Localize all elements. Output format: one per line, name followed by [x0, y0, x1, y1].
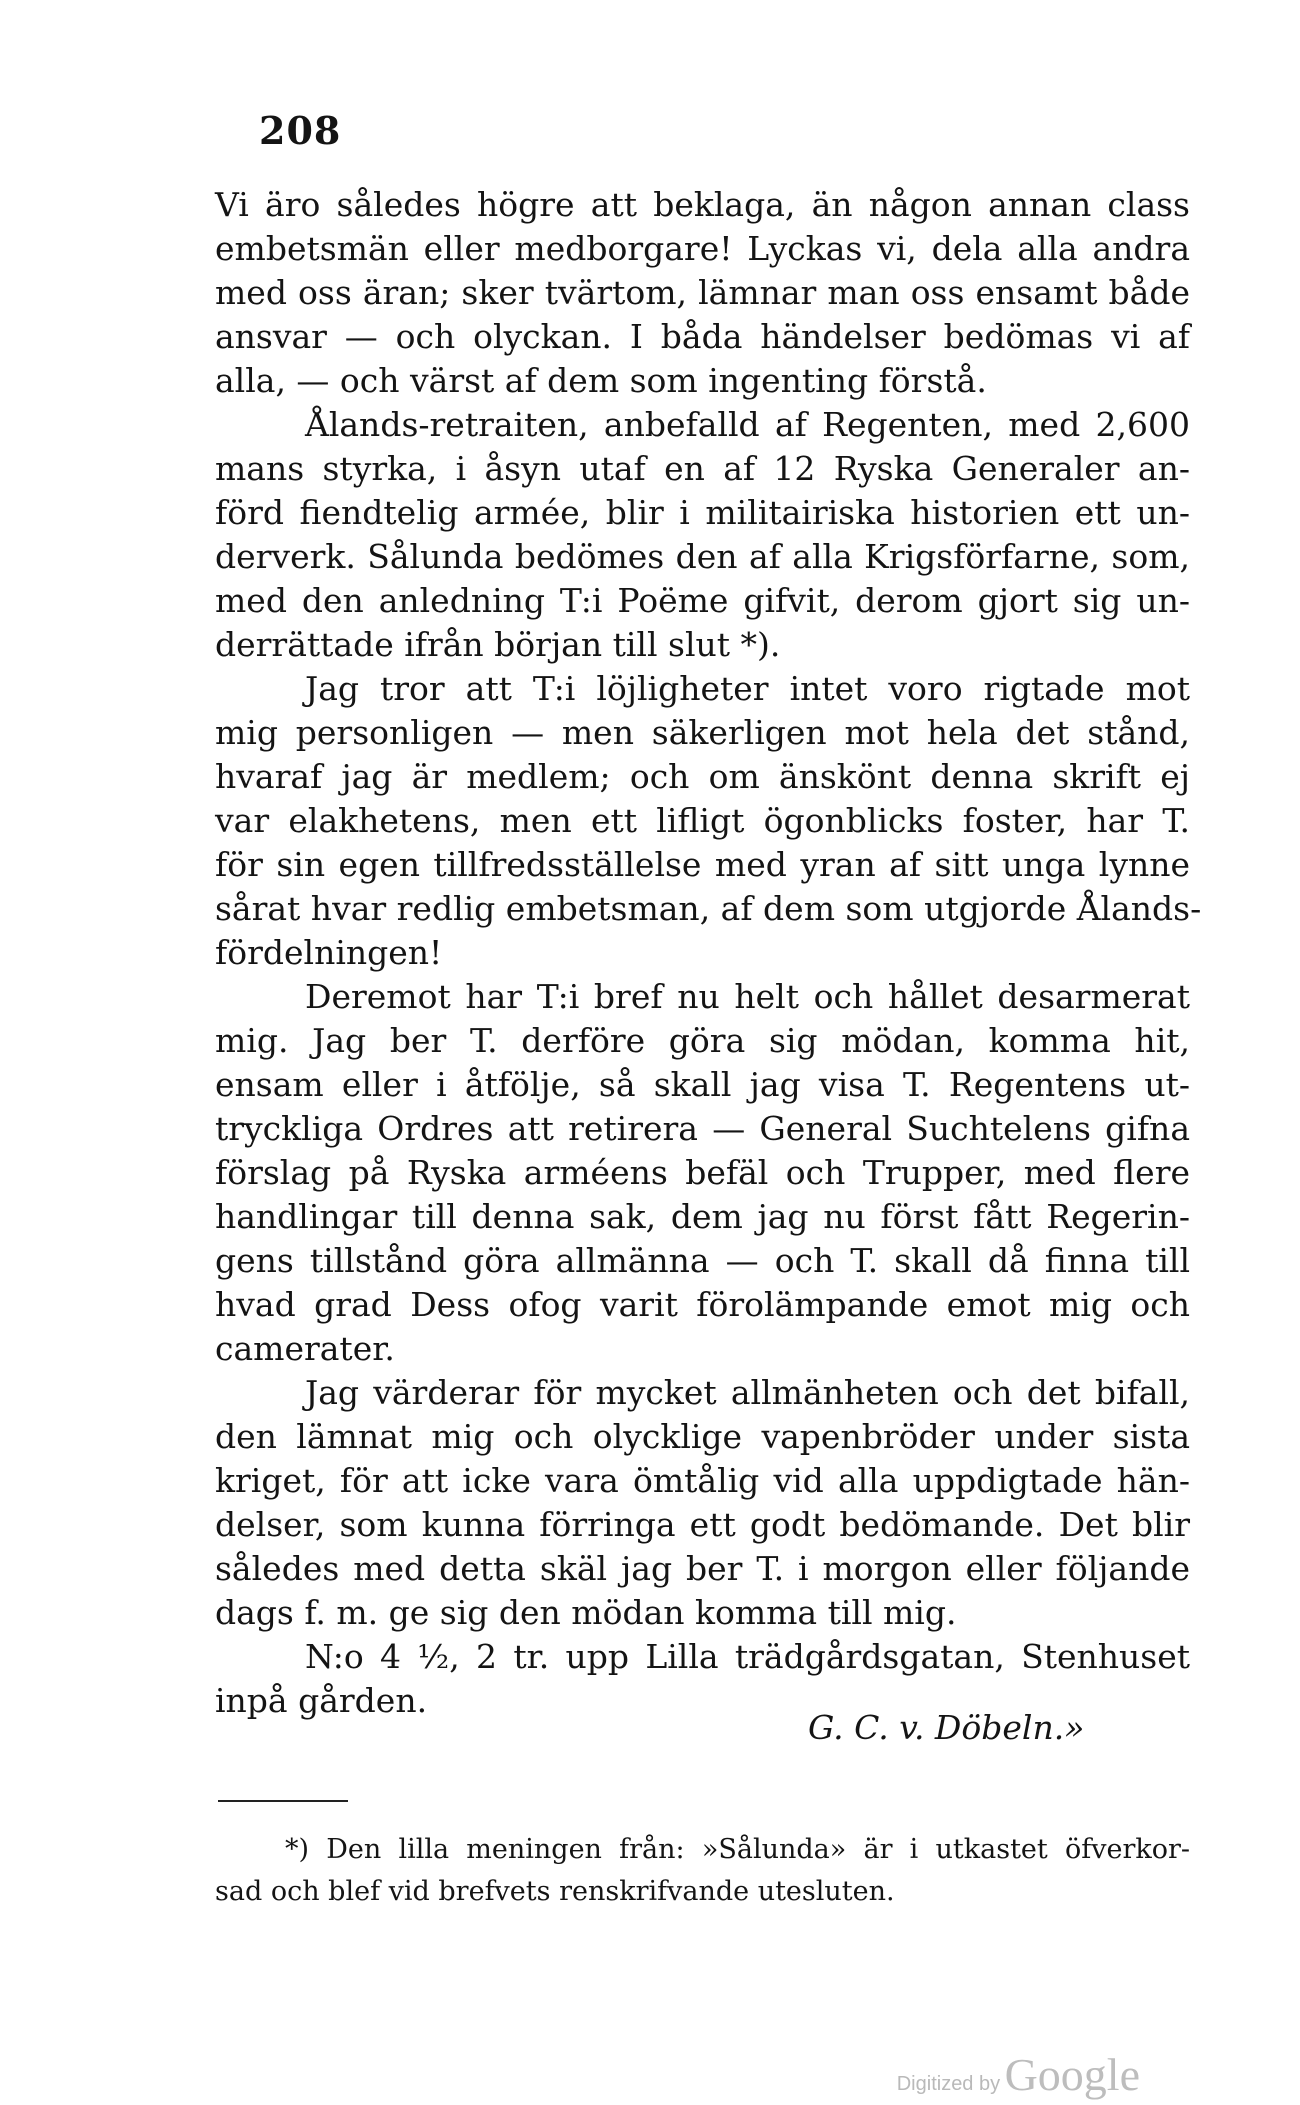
text-line: camerater. [215, 1329, 395, 1368]
body-text [215, 183, 1202, 1723]
text-line: gens tillstånd göra allmänna — och T. skall då finna till [215, 1241, 1190, 1280]
text-line: ansvar — och olyckan. I båda händelser bedömas vi af [215, 317, 1190, 356]
text-line: förd fiendtelig armée, blir i militairiska historien ett un- [215, 493, 1190, 532]
text-line: N:o 4 ½, 2 tr. upp Lilla trädgårdsgatan, Stenhuset [305, 1637, 1190, 1676]
text-line: var elakhetens, men ett lifligt ögonblicks foster, har T. [215, 801, 1190, 840]
text-line: mig. Jag ber T. derföre göra sig mödan, komma hit, [215, 1021, 1190, 1060]
text-line: embetsmän eller medborgare! Lyckas vi, dela alla andra [215, 229, 1190, 268]
text-line: Vi äro således högre att beklaga, än någon annan class [215, 185, 1190, 224]
paragraph [215, 975, 1190, 1371]
paragraph [215, 183, 1190, 403]
text-line: Ålands-retraiten, anbefalld af Regenten, med 2,600 [305, 405, 1190, 444]
text-line: ensam eller i åtfölje, så skall jag visa T. Regentens ut- [215, 1065, 1190, 1104]
text-line: den lämnat mig och olycklige vapenbröder under sista [215, 1417, 1190, 1456]
text-line: tryckliga Ordres att retirera — General Suchtelens gifna [215, 1109, 1190, 1148]
watermark-brand: Google [1004, 2049, 1140, 2100]
text-line: mans styrka, i åsyn utaf en af 12 Ryska Generaler an- [215, 449, 1190, 488]
digitized-watermark [897, 2048, 1140, 2101]
text-line: inpå gården. [215, 1681, 428, 1720]
text-line: kriget, för att icke vara ömtålig vid alla uppdigtade hän- [215, 1461, 1190, 1500]
signature: G. C. v. Döbeln.» [808, 1708, 1085, 1747]
text-line: sårat hvar redlig embetsman, af dem som utgjorde Ålands- [215, 889, 1202, 928]
text-line: hvaraf jag är medlem; och om änskönt denna skrift ej [215, 757, 1190, 796]
paragraph [215, 667, 1202, 975]
footnote-line: sad och blef vid brefvets renskrifvande utesluten. [215, 1876, 895, 1907]
text-line: Jag tror att T:i löjligheter intet voro rigtade mot [305, 669, 1190, 708]
text-line: med oss äran; sker tvärtom, lämnar man oss ensamt både [215, 273, 1190, 312]
text-line: Deremot har T:i bref nu helt och hållet desarmerat [305, 977, 1190, 1016]
text-line: derverk. Sålunda bedömes den af alla Krigsförfarne, som, [215, 537, 1190, 576]
text-line: för sin egen tillfredsställelse med yran af sitt unga lynne [215, 845, 1190, 884]
text-line: mig personligen — men säkerligen mot hela det stånd, [215, 713, 1190, 752]
footnote [215, 1829, 1190, 1913]
paragraph [215, 1371, 1190, 1635]
text-line: handlingar till denna sak, dem jag nu först fått Regerin- [215, 1197, 1190, 1236]
footnote-divider [218, 1800, 348, 1802]
text-line: dags f. m. ge sig den mödan komma till mig. [215, 1593, 957, 1632]
text-line: fördelningen! [215, 933, 443, 972]
text-line: således med detta skäl jag ber T. i morgon eller följande [215, 1549, 1190, 1588]
page-number: 208 [259, 108, 342, 153]
text-line: delser, som kunna förringa ett godt bedömande. Det blir [215, 1505, 1190, 1544]
text-line: hvad grad Dess ofog varit förolämpande emot mig och [215, 1285, 1190, 1324]
text-line: förslag på Ryska arméens befäl och Trupper, med flere [215, 1153, 1190, 1192]
text-line: med den anledning T:i Poëme gifvit, derom gjort sig un- [215, 581, 1190, 620]
text-line: derrättade ifrån början till slut *). [215, 625, 781, 664]
text-line: Jag värderar för mycket allmänheten och det bifall, [305, 1373, 1190, 1412]
text-line: alla, — och värst af dem som ingenting förstå. [215, 361, 987, 400]
watermark-prefix: Digitized by [896, 2073, 1001, 2095]
paragraph [215, 403, 1190, 667]
footnote-line: *) Den lilla meningen från: »Sålunda» är i utkastet öfverkor- [285, 1834, 1190, 1865]
